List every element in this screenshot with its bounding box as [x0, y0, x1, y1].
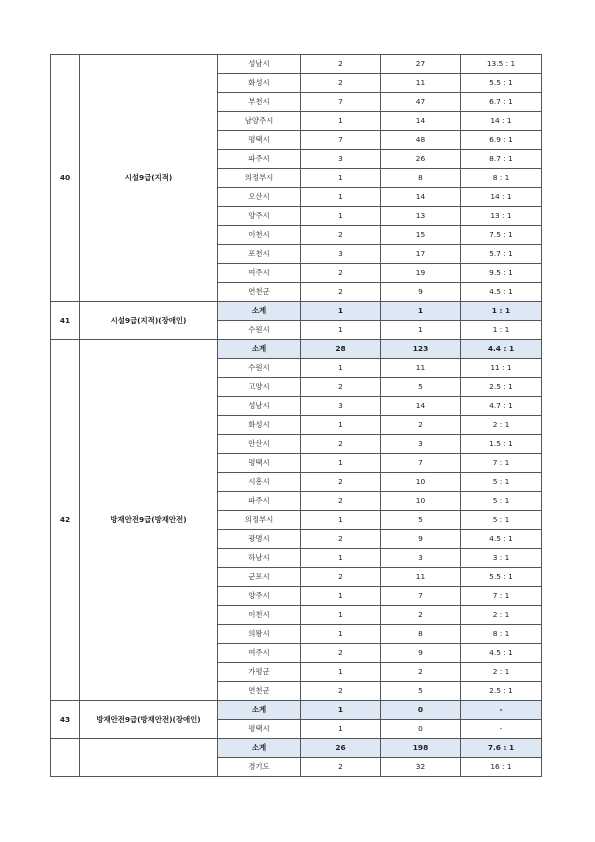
ratio-cell: 5 : 1: [461, 492, 542, 511]
ratio-cell: 1 : 1: [461, 321, 542, 340]
positions-cell: 1: [301, 207, 381, 226]
region-cell: 연천군: [218, 283, 301, 302]
applicants-cell: 9: [381, 530, 461, 549]
group-number: 40: [51, 55, 80, 302]
ratio-cell: 13.5 : 1: [461, 55, 542, 74]
group-number: 42: [51, 340, 80, 701]
region-cell: 안산시: [218, 435, 301, 454]
positions-cell: 2: [301, 283, 381, 302]
region-cell: 이천시: [218, 226, 301, 245]
region-cell: 여주시: [218, 644, 301, 663]
applicants-cell: 11: [381, 359, 461, 378]
applicants-cell: 9: [381, 644, 461, 663]
ratio-cell: 7 : 1: [461, 587, 542, 606]
group-number: 41: [51, 302, 80, 340]
positions-cell: 7: [301, 93, 381, 112]
applicants-cell: 26: [381, 150, 461, 169]
applicants-cell: 11: [381, 568, 461, 587]
applicants-cell: 8: [381, 169, 461, 188]
region-cell: 군포시: [218, 568, 301, 587]
applicants-cell: 7: [381, 587, 461, 606]
applicants-cell: 14: [381, 397, 461, 416]
region-cell: 가평군: [218, 663, 301, 682]
ratio-cell: 5.5 : 1: [461, 74, 542, 93]
ratio-cell: 1.5 : 1: [461, 435, 542, 454]
ratio-cell: -: [461, 701, 542, 720]
positions-cell: 3: [301, 397, 381, 416]
region-cell: 여주시: [218, 264, 301, 283]
region-cell: 하남시: [218, 549, 301, 568]
ratio-cell: 7.5 : 1: [461, 226, 542, 245]
region-cell: 의왕시: [218, 625, 301, 644]
group-title: 방재안전9급(방재안전)(장애인): [80, 701, 218, 739]
positions-cell: 26: [301, 739, 381, 758]
positions-cell: 1: [301, 587, 381, 606]
region-cell: 평택시: [218, 720, 301, 739]
ratio-cell: 2 : 1: [461, 663, 542, 682]
region-cell: 성남시: [218, 397, 301, 416]
region-cell: 파주시: [218, 492, 301, 511]
subtotal-row: [51, 701, 542, 720]
region-cell: 소계: [218, 340, 301, 359]
ratio-cell: 14 : 1: [461, 112, 542, 131]
region-cell: 성남시: [218, 55, 301, 74]
region-cell: 시흥시: [218, 473, 301, 492]
region-cell: 경기도: [218, 758, 301, 777]
region-cell: 화성시: [218, 74, 301, 93]
applicants-cell: 123: [381, 340, 461, 359]
region-cell: 파주시: [218, 150, 301, 169]
applicants-cell: 8: [381, 625, 461, 644]
positions-cell: 2: [301, 226, 381, 245]
ratio-cell: 2.5 : 1: [461, 378, 542, 397]
positions-cell: 2: [301, 435, 381, 454]
ratio-cell: 4.7 : 1: [461, 397, 542, 416]
region-cell: 양주시: [218, 207, 301, 226]
ratio-cell: 4.5 : 1: [461, 644, 542, 663]
ratio-cell: 6.7 : 1: [461, 93, 542, 112]
applicants-cell: 10: [381, 473, 461, 492]
ratio-cell: 4.5 : 1: [461, 530, 542, 549]
positions-cell: 1: [301, 112, 381, 131]
region-cell: 부천시: [218, 93, 301, 112]
region-cell: 수원시: [218, 321, 301, 340]
region-cell: 광명시: [218, 530, 301, 549]
applicants-cell: 5: [381, 378, 461, 397]
positions-cell: 2: [301, 530, 381, 549]
ratio-cell: 2.5 : 1: [461, 682, 542, 701]
positions-cell: 1: [301, 188, 381, 207]
group-title: [80, 739, 218, 777]
region-cell: 의정부시: [218, 169, 301, 188]
table-body: [51, 55, 542, 777]
applicants-cell: 1: [381, 321, 461, 340]
region-cell: 소계: [218, 302, 301, 321]
ratio-cell: 5.5 : 1: [461, 568, 542, 587]
applicants-cell: 47: [381, 93, 461, 112]
positions-cell: 1: [301, 625, 381, 644]
ratio-cell: -: [461, 720, 542, 739]
ratio-cell: 5 : 1: [461, 511, 542, 530]
applicants-cell: 2: [381, 606, 461, 625]
applicants-cell: 9: [381, 283, 461, 302]
competition-ratio-table: [50, 54, 542, 777]
positions-cell: 2: [301, 473, 381, 492]
positions-cell: 2: [301, 74, 381, 93]
group-number: 43: [51, 701, 80, 739]
group-title: 방재안전9급(방재안전): [80, 340, 218, 701]
applicants-cell: 13: [381, 207, 461, 226]
ratio-cell: 5 : 1: [461, 473, 542, 492]
positions-cell: 1: [301, 169, 381, 188]
applicants-cell: 2: [381, 416, 461, 435]
subtotal-row: [51, 340, 542, 359]
ratio-cell: 14 : 1: [461, 188, 542, 207]
positions-cell: 1: [301, 663, 381, 682]
region-cell: 이천시: [218, 606, 301, 625]
applicants-cell: 14: [381, 112, 461, 131]
ratio-cell: 3 : 1: [461, 549, 542, 568]
positions-cell: 2: [301, 568, 381, 587]
region-cell: 수원시: [218, 359, 301, 378]
positions-cell: 2: [301, 55, 381, 74]
ratio-cell: 8 : 1: [461, 169, 542, 188]
region-cell: 의정부시: [218, 511, 301, 530]
positions-cell: 3: [301, 150, 381, 169]
region-cell: 오산시: [218, 188, 301, 207]
positions-cell: 1: [301, 701, 381, 720]
positions-cell: 2: [301, 758, 381, 777]
ratio-cell: 7.6 : 1: [461, 739, 542, 758]
applicants-cell: 0: [381, 720, 461, 739]
positions-cell: 2: [301, 682, 381, 701]
region-cell: 평택시: [218, 454, 301, 473]
group-title: 시설9급(지적): [80, 55, 218, 302]
applicants-cell: 2: [381, 663, 461, 682]
positions-cell: 2: [301, 378, 381, 397]
positions-cell: 1: [301, 416, 381, 435]
ratio-cell: 8 : 1: [461, 625, 542, 644]
positions-cell: 1: [301, 359, 381, 378]
region-cell: 소계: [218, 701, 301, 720]
ratio-cell: 2 : 1: [461, 416, 542, 435]
ratio-cell: 1 : 1: [461, 302, 542, 321]
positions-cell: 1: [301, 606, 381, 625]
table-row: [51, 55, 542, 74]
positions-cell: 1: [301, 511, 381, 530]
positions-cell: 1: [301, 720, 381, 739]
ratio-cell: 5.7 : 1: [461, 245, 542, 264]
region-cell: 화성시: [218, 416, 301, 435]
positions-cell: 2: [301, 264, 381, 283]
applicants-cell: 14: [381, 188, 461, 207]
positions-cell: 1: [301, 549, 381, 568]
ratio-cell: 6.9 : 1: [461, 131, 542, 150]
positions-cell: 2: [301, 492, 381, 511]
subtotal-row: [51, 302, 542, 321]
positions-cell: 7: [301, 131, 381, 150]
positions-cell: 28: [301, 340, 381, 359]
applicants-cell: 48: [381, 131, 461, 150]
ratio-cell: 11 : 1: [461, 359, 542, 378]
applicants-cell: 17: [381, 245, 461, 264]
applicants-cell: 3: [381, 549, 461, 568]
applicants-cell: 1: [381, 302, 461, 321]
positions-cell: 2: [301, 644, 381, 663]
applicants-cell: 5: [381, 511, 461, 530]
ratio-cell: 7 : 1: [461, 454, 542, 473]
applicants-cell: 198: [381, 739, 461, 758]
applicants-cell: 32: [381, 758, 461, 777]
positions-cell: 3: [301, 245, 381, 264]
group-title: 시설9급(지적)(장애인): [80, 302, 218, 340]
positions-cell: 1: [301, 302, 381, 321]
ratio-cell: 8.7 : 1: [461, 150, 542, 169]
applicants-cell: 11: [381, 74, 461, 93]
applicants-cell: 0: [381, 701, 461, 720]
applicants-cell: 7: [381, 454, 461, 473]
region-cell: 연천군: [218, 682, 301, 701]
region-cell: 평택시: [218, 131, 301, 150]
region-cell: 소계: [218, 739, 301, 758]
region-cell: 포천시: [218, 245, 301, 264]
applicants-cell: 27: [381, 55, 461, 74]
ratio-cell: 16 : 1: [461, 758, 542, 777]
ratio-cell: 9.5 : 1: [461, 264, 542, 283]
applicants-cell: 19: [381, 264, 461, 283]
region-cell: 남양주시: [218, 112, 301, 131]
applicants-cell: 5: [381, 682, 461, 701]
positions-cell: 1: [301, 454, 381, 473]
ratio-cell: 4.5 : 1: [461, 283, 542, 302]
applicants-cell: 3: [381, 435, 461, 454]
positions-cell: 1: [301, 321, 381, 340]
ratio-cell: 4.4 : 1: [461, 340, 542, 359]
ratio-cell: 13 : 1: [461, 207, 542, 226]
applicants-cell: 15: [381, 226, 461, 245]
region-cell: 고양시: [218, 378, 301, 397]
applicants-cell: 10: [381, 492, 461, 511]
group-number: [51, 739, 80, 777]
region-cell: 양주시: [218, 587, 301, 606]
subtotal-row: [51, 739, 542, 758]
ratio-cell: 2 : 1: [461, 606, 542, 625]
